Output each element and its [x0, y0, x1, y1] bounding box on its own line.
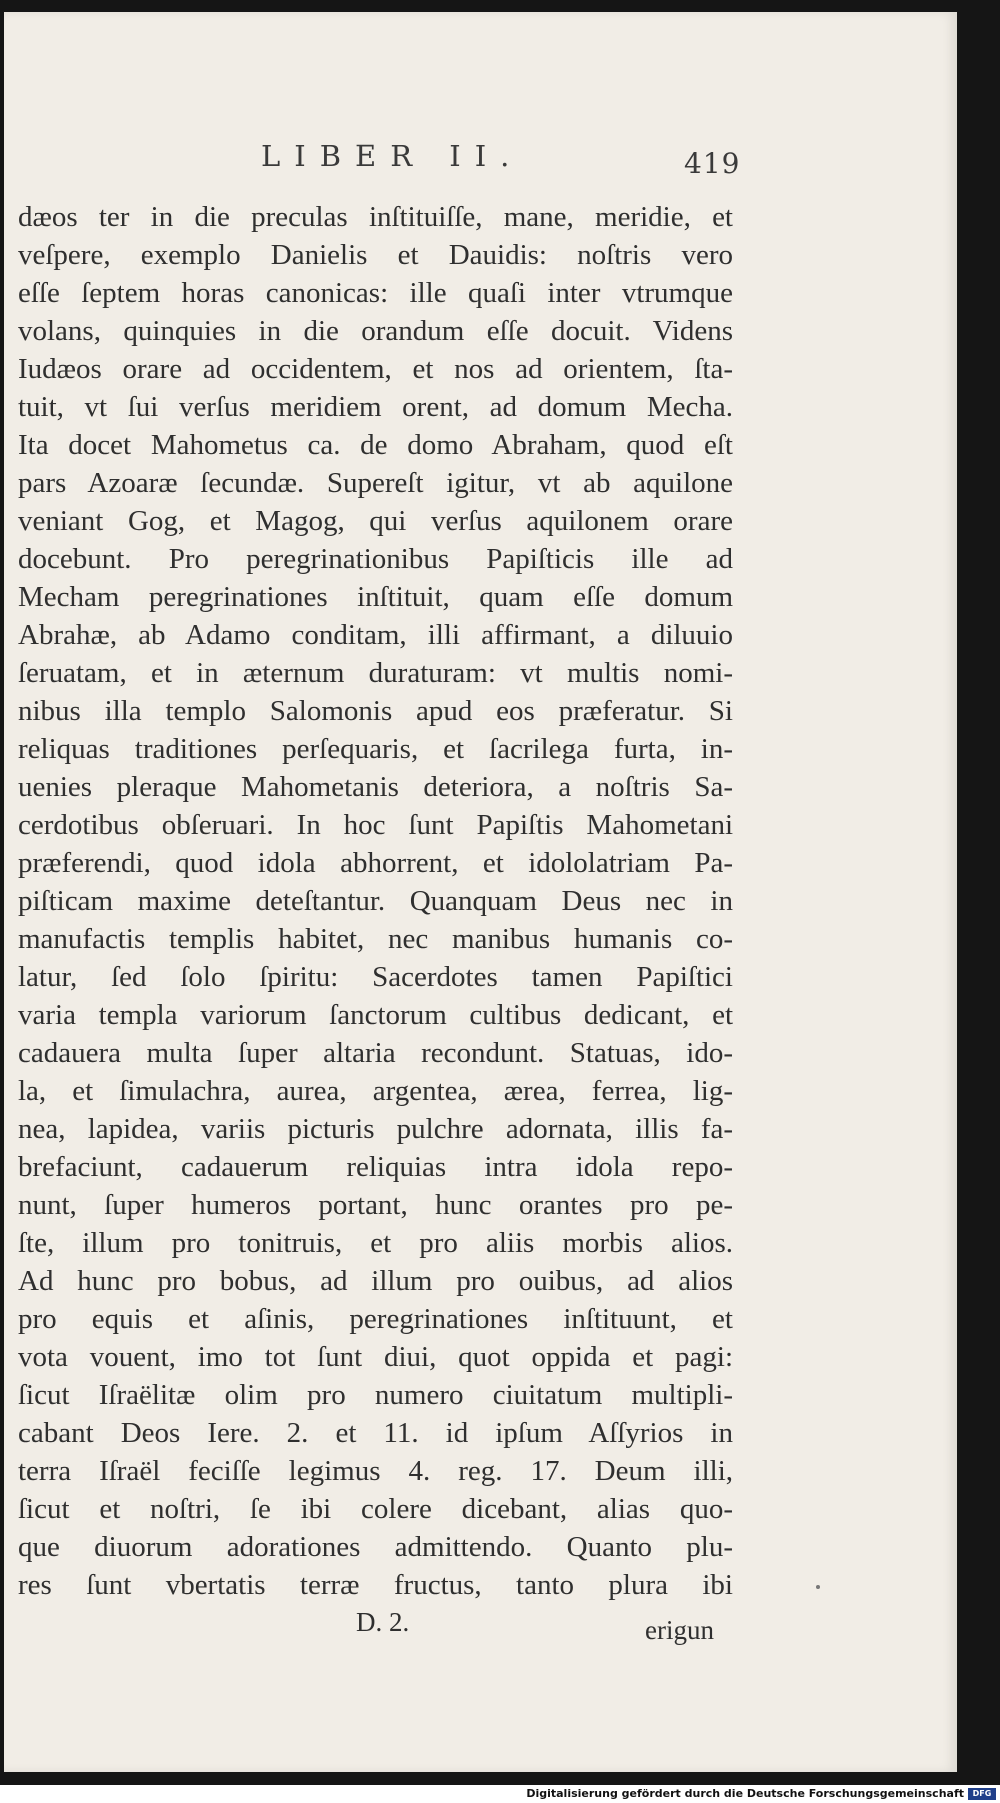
text-line: eſſe ſeptem horas canonicas: ille quaſi inter vtrumque — [18, 277, 733, 309]
dfg-logo-icon: DFG — [968, 1788, 996, 1800]
text-line: que diuorum adorationes admittendo. Quanto plu- — [18, 1531, 733, 1563]
margin-speck — [816, 1585, 820, 1589]
running-head: LIBER II. — [261, 139, 524, 173]
text-line: veniant Gog, et Magog, qui verſus aquilonem orare — [18, 505, 733, 537]
text-line: præferendi, quod idola abhorrent, et idololatriam Pa- — [18, 847, 733, 879]
text-line: ſicut Iſraëlitæ olim pro numero ciuitatum multipli- — [18, 1379, 733, 1411]
text-line: Abrahæ, ab Adamo conditam, illi affirmant, a diluuio — [18, 619, 733, 651]
text-line: la, et ſimulachra, aurea, argentea, ærea, ferrea, lig- — [18, 1075, 733, 1107]
text-line: dæos ter in die preculas inſtituiſſe, mane, meridie, et — [18, 201, 733, 233]
text-line: Mecham peregrinationes inſtituit, quam eſſe domum — [18, 581, 733, 613]
text-line: ſicut et noſtri, ſe ibi colere dicebant, alias quo- — [18, 1493, 733, 1525]
text-line: uenies pleraque Mahometanis deteriora, a noſtris Sa- — [18, 771, 733, 803]
text-line: cadauera multa ſuper altaria recondunt. Statuas, ido- — [18, 1037, 733, 1069]
text-line: veſpere, exemplo Danielis et Dauidis: noſtris vero — [18, 239, 733, 271]
text-line: ſte, illum pro tonitruis, et pro aliis morbis alios. — [18, 1227, 733, 1259]
text-line: latur, ſed ſolo ſpiritu: Sacerdotes tamen Papiſtici — [18, 961, 733, 993]
text-line: pars Azoaræ ſecundæ. Supereſt igitur, vt ab aquilone — [18, 467, 733, 499]
text-line: terra Iſraël feciſſe legimus 4. reg. 17. Deum illi, — [18, 1455, 733, 1487]
text-line: pro equis et aſinis, peregrinationes inſtituunt, et — [18, 1303, 733, 1335]
text-line: cerdotibus obſeruari. In hoc ſunt Papiſtis Mahometani — [18, 809, 733, 841]
text-line: docebunt. Pro peregrinationibus Papiſticis ille ad — [18, 543, 733, 575]
text-line: nibus illa templo Salomonis apud eos præferatur. Si — [18, 695, 733, 727]
book-page — [4, 12, 957, 1772]
text-line: varia templa variorum ſanctorum cultibus dedicant, et — [18, 999, 733, 1031]
text-line: res ſunt vbertatis terræ fructus, tanto plura ibi — [18, 1569, 733, 1601]
text-line: Ad hunc pro bobus, ad illum pro ouibus, ad alios — [18, 1265, 733, 1297]
page-number: 419 — [684, 147, 741, 180]
text-line: nea, lapidea, variis picturis pulchre adornata, illis fa- — [18, 1113, 733, 1145]
body-text — [18, 198, 733, 1604]
funding-credit: Digitalisierung gefördert durch die Deutsche Forschungsgemeinschaft — [526, 1787, 964, 1800]
text-line: ſeruatam, et in æternum duraturam: vt multis nomi- — [18, 657, 733, 689]
text-line: piſticam maxime deteſtantur. Quanquam Deus nec in — [18, 885, 733, 917]
text-line: volans, quinquies in die orandum eſſe docuit. Videns — [18, 315, 733, 347]
text-line: Ita docet Mahometus ca. de domo Abraham, quod eſt — [18, 429, 733, 461]
text-line: manufactis templis habitet, nec manibus humanis co- — [18, 923, 733, 955]
text-line: reliquas traditiones perſequaris, et ſacrilega furta, in- — [18, 733, 733, 765]
text-line: nunt, ſuper humeros portant, hunc orantes pro pe- — [18, 1189, 733, 1221]
text-line: brefaciunt, cadauerum reliquias intra idola repo- — [18, 1151, 733, 1183]
catchword: erigun — [645, 1615, 714, 1645]
signature-mark: D. 2. — [356, 1607, 410, 1637]
text-line: Iudæos orare ad occidentem, et nos ad orientem, ſta- — [18, 353, 733, 385]
text-line: tuit, vt ſui verſus meridiem orent, ad domum Mecha. — [18, 391, 733, 423]
text-line: vota vouent, imo tot ſunt diui, quot oppida et pagi: — [18, 1341, 733, 1373]
text-line: cabant Deos Iere. 2. et 11. id ipſum Aſſyrios in — [18, 1417, 733, 1449]
